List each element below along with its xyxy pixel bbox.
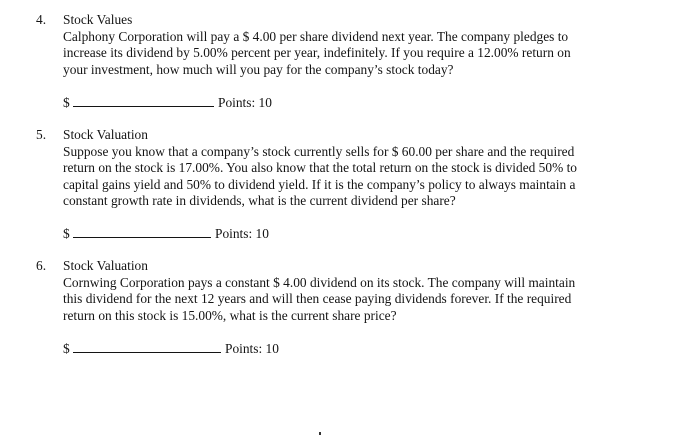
question-number: 5. (36, 127, 47, 142)
dollar-sign: $ (63, 95, 70, 110)
question-line: Cornwing Corporation pays a constant $ 4.00 dividend on its stock. The company will maintain (63, 274, 576, 290)
dollar-sign: $ (63, 341, 70, 356)
question-title: Stock Valuation (63, 127, 148, 142)
question-line: Calphony Corporation will pay a $ 4.00 per share dividend next year. The company pledges to (63, 28, 569, 44)
points-label: Points: 10 (225, 341, 279, 356)
points-label: Points: 10 (215, 226, 269, 241)
answer-row-6 (63, 340, 279, 358)
question-line: this dividend for the next 12 years and will then cease paying dividends forever. If the required (63, 291, 572, 307)
question-text (63, 275, 633, 325)
question-line: increase its dividend by 5.00% percent per year, indefinitely. If you require a 12.00% return on (63, 45, 571, 61)
stray-mark (319, 432, 321, 435)
question-number: 6. (36, 258, 47, 273)
question-line: capital gains yield and 50% to dividend yield. If it is the company’s policy to always maintain a (63, 176, 576, 192)
answer-blank[interactable] (73, 225, 211, 238)
answer-blank[interactable] (73, 340, 221, 353)
answer-row-4 (63, 94, 272, 112)
question-line: Suppose you know that a company’s stock currently sells for $ 60.00 per share and the required (63, 143, 575, 159)
answer-row-5 (63, 225, 269, 243)
dollar-sign: $ (63, 226, 70, 241)
question-title: Stock Valuation (63, 258, 148, 273)
question-line: constant growth rate in dividends, what is the current dividend per share? (63, 193, 456, 209)
points-label: Points: 10 (218, 95, 272, 110)
question-line: return on this stock is 15.00%, what is the current share price? (63, 307, 397, 323)
answer-blank[interactable] (73, 94, 214, 107)
question-number: 4. (36, 12, 47, 27)
question-line: your investment, how much will you pay for the company’s stock today? (63, 61, 454, 77)
question-text (63, 144, 633, 210)
question-title: Stock Values (63, 12, 133, 27)
question-text (63, 29, 633, 79)
question-line: return on the stock is 17.00%. You also know that the total return on the stock is divided 50% to (63, 160, 577, 176)
